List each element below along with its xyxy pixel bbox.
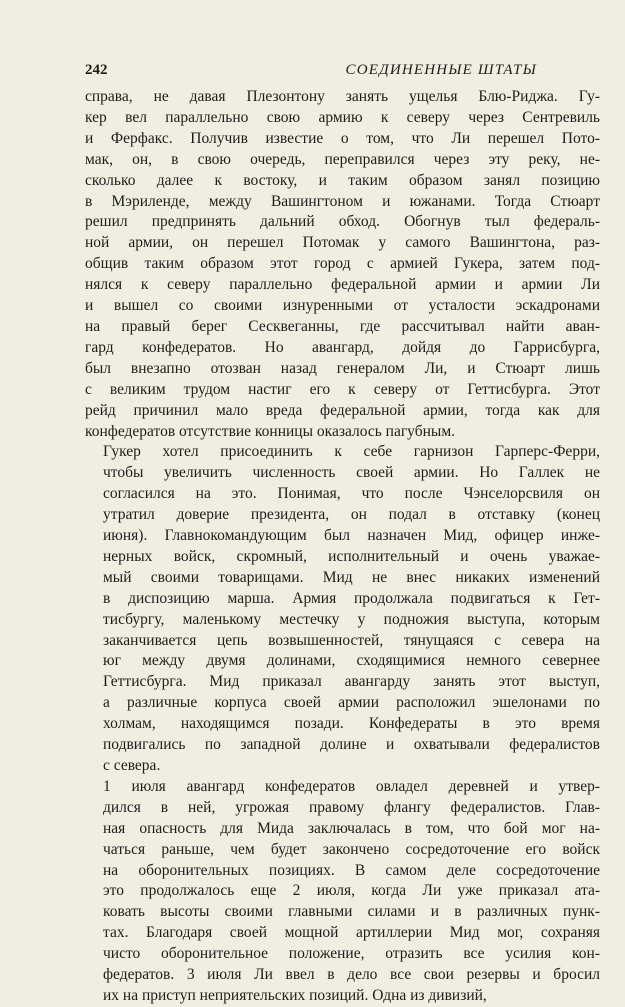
- text-line: справа, не давая Плезонтону занять ущелья Блю-Риджа. Гу-: [85, 88, 600, 105]
- text-line: утратил доверие президента, он подал в отставку (конец: [103, 506, 600, 524]
- text-line: чтобы увеличить численность своей армии. Но Галлек не: [103, 464, 600, 482]
- text-line: с великим трудом настиг его к северу от Геттисбурга. Этот: [85, 380, 600, 398]
- text-line: заканчивается цепь возвышенностей, тянущаяся с севера на: [103, 631, 600, 649]
- text-line: гард конфедератов. Но авангард, дойдя до Гаррисбурга,: [85, 338, 600, 356]
- text-line: в диспозицию марша. Армия продолжала подвигаться к Гет-: [103, 589, 600, 607]
- text-line: ковать высоты своими главными силами и в различных пунк-: [103, 903, 600, 921]
- text-line: холмам, находящимся позади. Конфедераты в это время: [103, 715, 600, 733]
- text-line: тисбургу, маленькому местечку у подножия выступа, которым: [103, 610, 600, 628]
- text-line: нялся к северу параллельно федеральной армии и армии Ли: [85, 276, 600, 294]
- page-number: 242: [85, 62, 108, 78]
- body-text: [85, 87, 600, 1007]
- text-line: их на приступ неприятельских позиций. Одна из дивизий,: [103, 986, 487, 1004]
- text-line: на оборонительных позициях. В самом деле сосредоточение: [103, 861, 600, 879]
- paragraph: [85, 442, 600, 777]
- page-header: [85, 62, 583, 79]
- text-line: дился в ней, угрожая правому флангу федералистов. Глав-: [103, 798, 600, 816]
- text-line: мый своими товарищами. Мид не внес никаких изменений: [103, 568, 600, 586]
- text-line: рейд причинил мало вреда федеральной армии, тогда как для: [85, 401, 600, 419]
- text-line: в Мэриленде, между Вашингтоном и южанами. Тогда Стюарт: [85, 192, 600, 210]
- text-line: согласился на это. Понимая, что после Чэнселорсвиля он: [103, 485, 600, 503]
- text-line: был внезапно отозван назад генералом Ли, и Стюарт лишь: [85, 359, 600, 377]
- text-line: с севера.: [103, 757, 161, 774]
- text-line: а различные корпуса своей армии расположил эшелонами по: [103, 694, 600, 712]
- text-line: на правый берег Сесквеганны, где рассчитывал найти аван-: [85, 317, 600, 335]
- running-title: СОЕДИНЕННЫЕ ШТАТЫ: [345, 62, 537, 78]
- text-line: тах. Благодаря своей мощной артиллерии Мид мог, сохраняя: [103, 924, 600, 942]
- text-line: чаться раньше, чем будет закончено сосредоточение его войск: [103, 840, 600, 858]
- text-line: чисто оборонительное положение, отразить все усилия кон-: [103, 945, 600, 963]
- text-line: ная опасность для Мида заключалась в том, что бой мог на-: [103, 819, 600, 837]
- text-line: это продолжалось еще 2 июля, когда Ли уже приказал ата-: [103, 882, 600, 900]
- text-line: и Ферфакс. Получив известие о том, что Ли перешел Пото-: [85, 129, 600, 147]
- text-line: 1 июля авангард конфедератов овладел деревней и утвер-: [103, 777, 600, 795]
- text-line: решил предпринять дальний обход. Обогнув тыл федераль-: [85, 213, 600, 231]
- text-line: подвигались по западной долине и охватывали федералистов: [103, 736, 600, 754]
- text-line: конфедератов отсутствие конницы оказалось пагубным.: [85, 422, 456, 440]
- text-line: кер вел параллельно свою армию к северу через Сентревиль: [85, 108, 600, 126]
- text-line: мак, он, в свою очередь, переправился через эту реку, не-: [85, 150, 600, 168]
- text-line: федератов. 3 июля Ли ввел в дело все свои резервы и бросил: [103, 966, 600, 984]
- text-line: июня). Главнокомандующим был назначен Мид, офицер инже-: [103, 527, 600, 545]
- paragraph: [85, 777, 600, 1007]
- text-line: Гукер хотел присоединить к себе гарнизон Гарперс-Ферри,: [103, 443, 600, 461]
- text-line: юг между двумя долинами, сходящимися немного севернее: [103, 652, 600, 670]
- text-line: и вышел со своими изнуренными от усталости эскадронами: [85, 297, 600, 315]
- text-line: Геттисбурга. Мид приказал авангарду занять этот выступ,: [103, 673, 600, 691]
- paragraph: [85, 87, 600, 442]
- text-line: нерных войск, скромный, исполнительный и очень уважае-: [103, 547, 600, 565]
- text-line: ной армии, он перешел Потомак у самого Вашингтона, раз-: [85, 234, 600, 252]
- text-line: общив таким образом этот город с армией Гукера, затем под-: [85, 255, 600, 273]
- text-line: сколько далее к востоку, и таким образом занял позицию: [85, 171, 600, 189]
